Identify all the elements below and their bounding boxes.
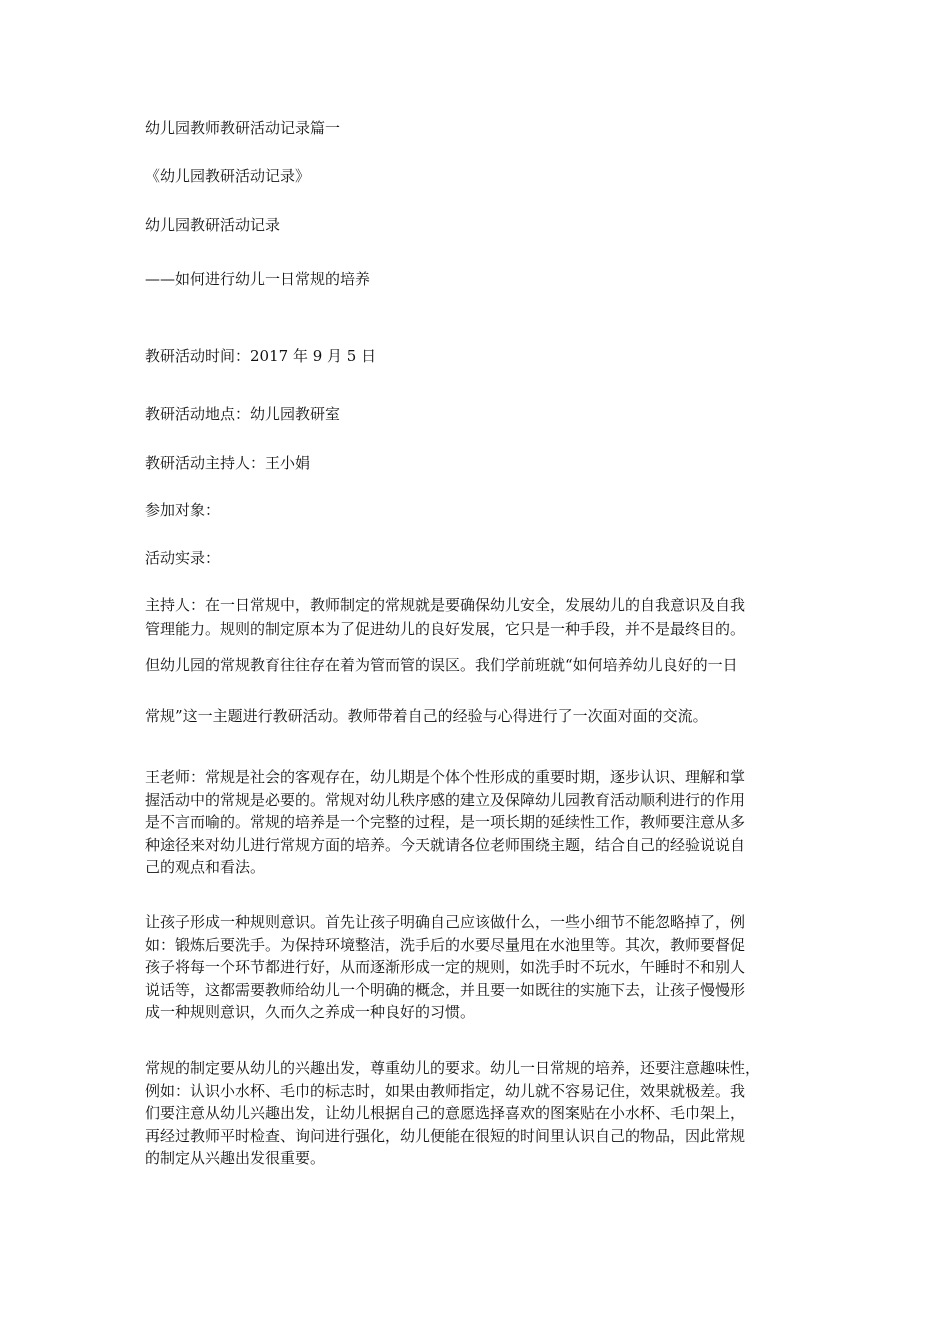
paragraph-line: 如：锻炼后要洗手。为保持环境整洁，洗手后的水要尽量甩在水池里等。其次，教师要督促 [145, 935, 746, 954]
document-book-title: 《幼儿园教研活动记录》 [145, 167, 311, 185]
paragraph-line: 成一种规则意识，久而久之养成一种良好的习惯。 [145, 1003, 476, 1021]
paragraph-line: 是不言而喻的。常规的培养是一个完整的过程，是一项长期的延续性工作，教师要注意从多 [145, 813, 746, 831]
host-speech-line: 管理能力。规则的制定原本为了促进幼儿的良好发展，它只是一种手段，并不是最终目的。 [145, 620, 746, 638]
document-record-title: 幼儿园教研活动记录 [145, 216, 281, 234]
paragraph-line: 让孩子形成一种规则意识。首先让孩子明确自己应该做什么，一些小细节不能忽略掉了，例 [145, 913, 746, 931]
paragraph-line: 种途径来对幼儿进行常规方面的培养。今天就请各位老师围绕主题，结合自己的经验说说自 [145, 835, 746, 854]
paragraph-line: 的制定从兴趣出发很重要。 [145, 1149, 326, 1167]
paragraph-line: 例如：认识小水杯、毛巾的标志时，如果由教师指定，幼儿就不容易记住，效果就极差。我 [145, 1081, 746, 1100]
paragraph-line: 己的观点和看法。 [145, 858, 266, 876]
activity-location: 教研活动地点：幼儿园教研室 [145, 405, 341, 423]
paragraph-line: 常规的制定要从幼儿的兴趣出发，尊重幼儿的要求。幼儿一日常规的培养，还要注意趣味性， [145, 1059, 761, 1077]
paragraph-line: 孩子将每一个环节都进行好，从而逐渐形成一定的规则，如洗手时不玩水，午睡时不和别人 [145, 958, 746, 976]
document-subtitle: ——如何进行幼儿一日常规的培养 [145, 270, 371, 288]
host-speech-line: 但幼儿园的常规教育往往存在着为管而管的误区。我们学前班就“如何培养幼儿良好的一日 [145, 656, 738, 674]
teacher-wang-paragraph [145, 766, 809, 879]
activity-participants: 参加对象： [145, 501, 221, 519]
rule-awareness-paragraph [145, 911, 809, 1024]
document-heading: 幼儿园教师教研活动记录篇一 [145, 119, 341, 137]
host-speech-line: 常规”这一主题进行教研活动。教师带着自己的经验与心得进行了一次面对面的交流。 [145, 707, 708, 725]
paragraph-line: 握活动中的常规是必要的。常规对幼儿秩序感的建立及保障幼儿园教育活动顺利进行的作用 [145, 790, 746, 809]
paragraph-line: 们要注意从幼儿兴趣出发，让幼儿根据自己的意愿选择喜欢的图案贴在小水杯、毛巾架上， [145, 1104, 746, 1122]
paragraph-line: 王老师：常规是社会的客观存在，幼儿期是个体个性形成的重要时期，逐步认识、理解和掌 [145, 768, 746, 786]
host-speech-line: 主持人：在一日常规中，教师制定的常规就是要确保幼儿安全，发展幼儿的自我意识及自我 [145, 596, 746, 614]
activity-host: 教研活动主持人：王小娟 [145, 454, 311, 472]
activity-record-label: 活动实录： [145, 549, 221, 567]
paragraph-line: 再经过教师平时检查、询问进行强化，幼儿便能在很短的时间里认识自己的物品，因此常规 [145, 1126, 746, 1145]
interest-paragraph [145, 1057, 809, 1170]
paragraph-line: 说话等，这都需要教师给幼儿一个明确的概念，并且要一如既往的实施下去，让孩子慢慢形 [145, 980, 746, 999]
activity-time: 教研活动时间：2017 年 9 月 5 日 [145, 347, 377, 365]
